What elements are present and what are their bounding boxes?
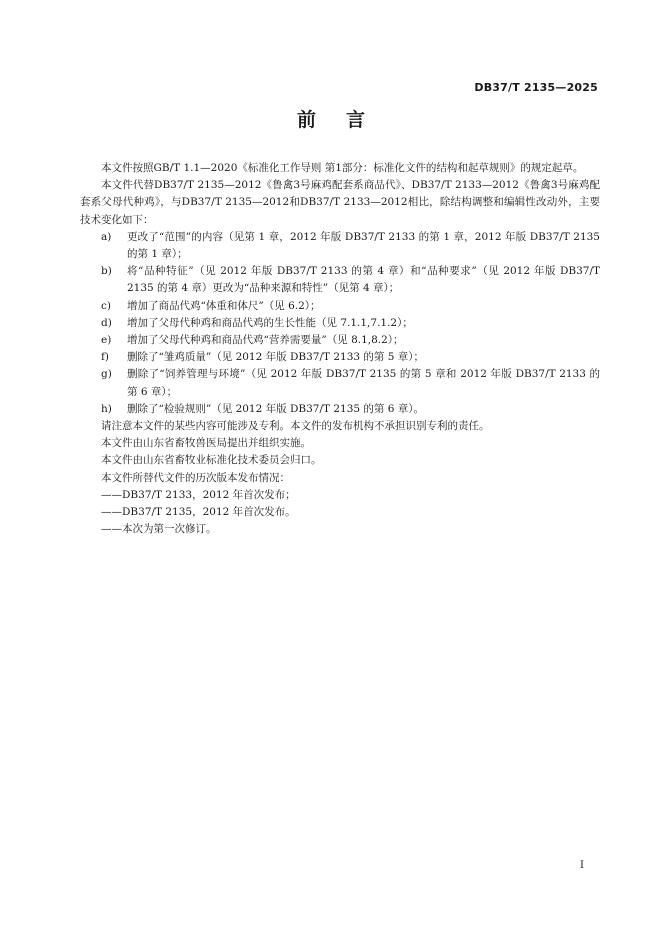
list-item-text: 将“品种特征”（见 2012 年版 DB37/T 2133 的第 4 章）和“品种要求”（见 2012 年版 DB37/T 2135 的第 4 章）更改为“品种来源和特性”（见第 4 章）； — [127, 265, 600, 295]
list-item-label: h) — [101, 402, 112, 415]
page-title: 前言 — [296, 109, 395, 131]
list-item — [80, 315, 600, 332]
page-number: I — [580, 860, 584, 871]
list-item — [80, 263, 600, 297]
history-item: ——DB37/T 2133，2012 年首次发布； — [101, 488, 296, 501]
list-item — [80, 229, 600, 263]
list-item-text: 增加了商品代鸡“体重和体尺”（见 6.2）； — [127, 299, 321, 312]
changes-list — [80, 229, 600, 418]
document-body — [80, 160, 600, 538]
committee-statement: 本文件由山东省畜牧业标准化技术委员会归口。 — [101, 454, 322, 467]
list-item-label: b) — [101, 265, 112, 278]
list-item-text: 删除了“检验规则”（见 2012 年版 DB37/T 2135 的第 6 章）。 — [127, 402, 425, 415]
list-item-label: f) — [101, 351, 109, 364]
list-item — [80, 332, 600, 349]
proposer-statement: 本文件由山东省畜牧兽医局提出并组织实施。 — [101, 437, 311, 450]
list-item-text: 删除了“饲养管理与环境”（见 2012 年版 DB37/T 2135 的第 5 章和 2012 年版 DB37/T 2133 的第 6 章）； — [127, 368, 600, 398]
drafting-basis-paragraph: 本文件按照GB/T 1.1—2020《标准化工作导则 第1部分：标准化文件的结构和起草规则》的规定起草。 — [101, 162, 584, 174]
list-item-text: 增加了父母代种鸡和商品代鸡“营养需要量”（见 8.1,8.2）； — [127, 334, 404, 347]
list-item-text: 更改了“范围”的内容（见第 1 章，2012 年版 DB37/T 2133 的第 1 章，2012 年版 DB37/T 2135 的第 1 章）； — [127, 230, 600, 261]
list-item — [80, 349, 600, 366]
list-item-text: 增加了父母代种鸡和商品代鸡的生长性能（见 7.1.1,7.1.2）； — [127, 316, 413, 329]
list-item — [80, 366, 600, 400]
list-item-label: a) — [101, 230, 112, 243]
history-item: ——本次为第一次修订。 — [101, 523, 217, 536]
list-item — [80, 298, 600, 315]
history-intro: 本文件所替代文件的历次版本发布情况： — [101, 471, 290, 484]
list-item-label: e) — [101, 334, 112, 347]
list-item-label: c) — [101, 299, 111, 312]
list-item — [80, 401, 600, 418]
patent-notice: 请注意本文件的某些内容可能涉及专利。本文件的发布机构不承担识别专利的责任。 — [101, 420, 490, 433]
list-item-label: g) — [101, 368, 112, 381]
history-item: ——DB37/T 2135，2012 年首次发布。 — [101, 506, 296, 519]
list-item-label: d) — [101, 316, 112, 329]
document-code: DB37/T 2135—2025 — [474, 81, 598, 94]
list-item-text: 删除了“雏鸡质量”（见 2012 年版 DB37/T 2133 的第 5 章）； — [127, 351, 425, 364]
replacement-paragraph: 本文件代替DB37/T 2135—2012《鲁禽3号麻鸡配套系商品代》、DB37/T 2133—2012《鲁禽3号麻鸡配套系父母代种鸡》，与DB37/T 2135—2012和DB37/T 2133—2012相比，除结构调整和编辑性改动外，主要技术变化如下： — [80, 179, 600, 226]
